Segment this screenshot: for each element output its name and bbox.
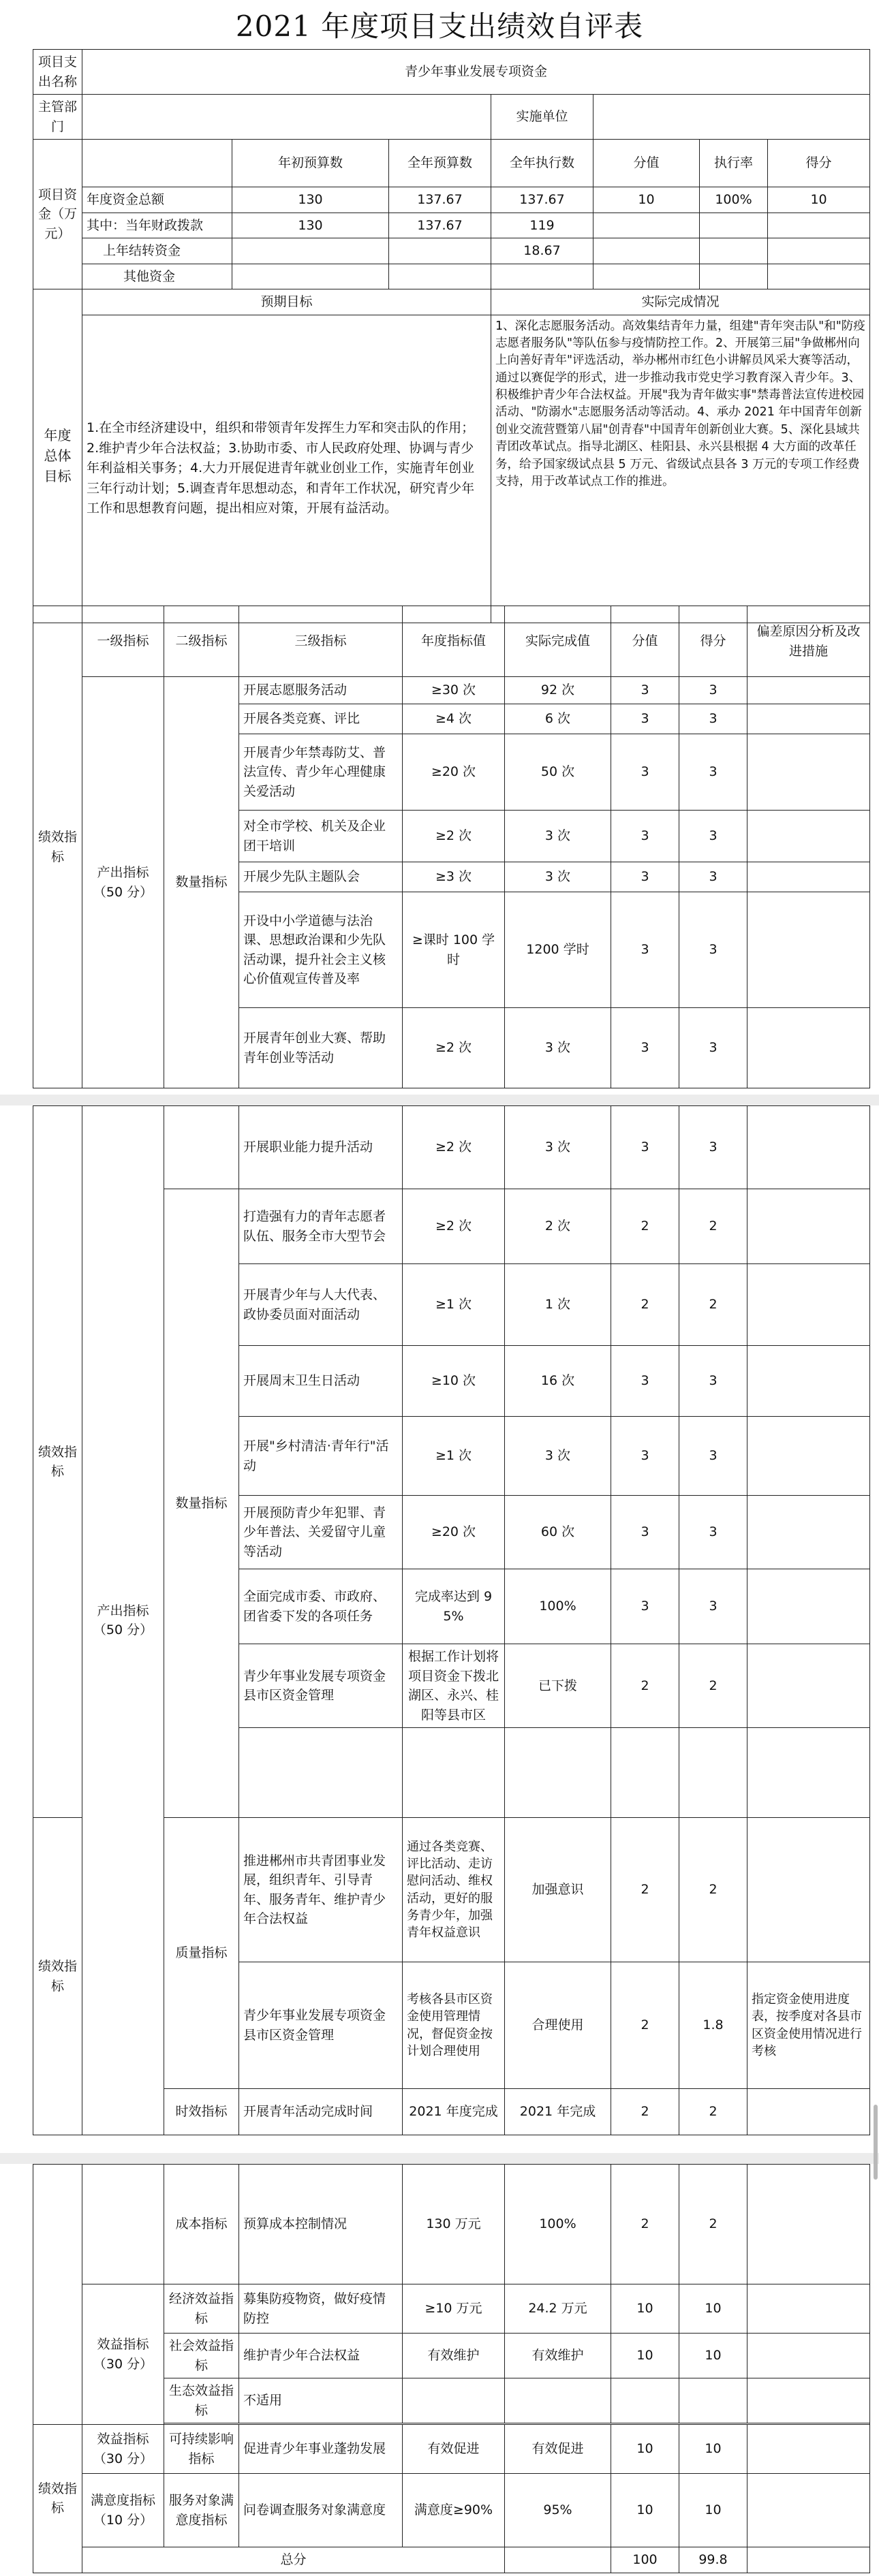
funds-header-score: 得分: [768, 140, 870, 187]
indicator-score: 2: [679, 1644, 747, 1728]
indicator-score: 3: [679, 1417, 747, 1496]
goals-actual-text: 1、深化志愿服务活动。高效集结青年力量，组建"青年突击队"和"防疫志愿者服务队"等队伍参与疫情防控工作。2、开展第三届"争做郴州向上向善好青年"评选活动，举办郴州市红色小讲解员风采大赛等活动，通过以赛促学的形式，进一步推动我市党史学习教育深入青少年。3、积极维护青少年合法权益。开展"我为青年做实事"禁毒普法宣传进校园活动、"防溺水"志愿服务活动等活动。4、承办 2021 年中国青年创新创业交流营暨第八届"创青春"中国青年创新创业大赛。5、深化县域共青团改革试点。指导北湖区、桂阳县、永兴县根据 4 大方面的改革任务，给予国家级试点县 5 万元、省级试点县各 3 万元的专项工作经费支持，用于改革试点工作的推进。: [491, 315, 870, 623]
quantity-indicator-label: 数量指标: [164, 1189, 239, 1818]
indicator-weight: 3: [611, 1417, 679, 1496]
indicator-target: ≥1 次: [403, 1264, 505, 1346]
indicator-score: 10: [679, 2284, 747, 2334]
funds-executed-cell: 137.67: [491, 187, 593, 213]
perf-header-score: 得分: [679, 606, 747, 677]
indicator-target: ≥30 次: [403, 677, 505, 704]
indicator-score: 3: [679, 811, 747, 862]
indicator-name: 青少年事业发展专项资金县市区资金管理: [239, 1644, 403, 1728]
indicator-actual: 50 次: [505, 734, 611, 811]
indicator-note: [747, 677, 870, 704]
indicator-name: 开展"乡村清洁·青年行"活动: [239, 1417, 403, 1496]
satisfaction-indicator-label: 满意度指标（10 分）: [82, 2474, 164, 2547]
indicator-weight: 3: [611, 811, 679, 862]
indicator-actual: 24.2 万元: [505, 2284, 611, 2334]
indicator-weight: 2: [611, 2165, 679, 2284]
indicator-target: ≥20 次: [403, 734, 505, 811]
indicator-note: [747, 1569, 870, 1644]
indicator-target: ≥2 次: [403, 1008, 505, 1088]
page-break: [0, 1095, 879, 1105]
indicator-name: 不适用: [239, 2378, 403, 2423]
indicator-score: 2: [679, 2165, 747, 2284]
indicator-score: 10: [679, 2334, 747, 2378]
indicator-score: 3: [679, 862, 747, 892]
funds-row-label: 其中：当年财政拨款: [82, 213, 232, 238]
indicator-weight: 2: [611, 1818, 679, 1962]
dept-label: 主管部门: [33, 95, 82, 140]
indicator-actual: 16 次: [505, 1346, 611, 1417]
indicator-score: 2: [679, 1189, 747, 1264]
indicator-note: [747, 811, 870, 862]
indicator-target: 满意度≥90%: [403, 2474, 505, 2547]
impl-value: [593, 95, 870, 140]
indicator-note: [747, 1106, 870, 1189]
indicator-name: 开展各类竞赛、评比: [239, 704, 403, 734]
indicator-note: [747, 2165, 870, 2284]
table-row: [33, 677, 870, 704]
indicator-name: 开展周末卫生日活动: [239, 1346, 403, 1417]
indicator-target: [403, 1728, 505, 1818]
indicator-name: 开展预防青少年犯罪、青少年普法、关爱留守儿童等活动: [239, 1496, 403, 1569]
indicator-actual: 1 次: [505, 1264, 611, 1346]
indicator-name: 募集防疫物资，做好疫情防控: [239, 2284, 403, 2334]
indicator-weight: 3: [611, 862, 679, 892]
indicator-target: ≥2 次: [403, 811, 505, 862]
indicator-actual: 3 次: [505, 1008, 611, 1088]
indicator-name: 预算成本控制情况: [239, 2165, 403, 2284]
indicator-name: 问卷调查服务对象满意度: [239, 2474, 403, 2547]
indicator-target: 根据工作计划将项目资金下拨北湖区、永兴、桂阳等县市区: [403, 1644, 505, 1728]
indicator-target: 有效维护: [403, 2334, 505, 2378]
social-indicator-label: 社会效益指标: [164, 2334, 239, 2378]
funds-executed-cell: 18.67: [491, 238, 593, 264]
indicator-actual: 合理使用: [505, 1962, 611, 2089]
page-title: 2021 年度项目支出绩效自评表: [235, 10, 644, 43]
indicator-note: [747, 1644, 870, 1728]
indicator-note: [747, 1728, 870, 1818]
indicator-name: 促进青少年事业蓬勃发展: [239, 2425, 403, 2474]
indicator-name: 开展职业能力提升活动: [239, 1106, 403, 1189]
indicator-note: [747, 1008, 870, 1088]
table-row: [33, 1106, 870, 1189]
indicator-actual: 3 次: [505, 862, 611, 892]
goals-label: 年度总体目标: [33, 289, 82, 623]
total-row: [33, 2547, 870, 2573]
indicator-score: 3: [679, 892, 747, 1008]
indicator-target: [403, 2378, 505, 2423]
indicator-weight: 3: [611, 1569, 679, 1644]
perf-section-label: 绩效指标: [33, 1106, 82, 1818]
perf-header-target: 年度指标值: [403, 606, 505, 677]
indicator-target: 2021 年度完成: [403, 2089, 505, 2135]
indicator-score: 2: [679, 1818, 747, 1962]
funds-header-initial: 年初预算数: [232, 140, 389, 187]
funds-weight-cell: [593, 213, 700, 238]
cost-indicator-label: 成本指标: [164, 2165, 239, 2284]
indicator-weight: 2: [611, 1962, 679, 2089]
table-row: [33, 2165, 870, 2284]
indicator-target: 完成率达到 95%: [403, 1569, 505, 1644]
indicator-actual: 加强意识: [505, 1818, 611, 1962]
output-indicator-label: 产出指标（50 分）: [82, 677, 164, 1088]
funds-executed-cell: [491, 264, 593, 289]
indicator-target: ≥1 次: [403, 1417, 505, 1496]
basic-info-table: [33, 49, 870, 623]
benefit-indicator-label: 效益指标（30 分）: [82, 2284, 164, 2425]
funds-initial-cell: [232, 264, 389, 289]
indicator-name: 对全市学校、机关及企业团干培训: [239, 811, 403, 862]
funds-score-cell: 10: [768, 187, 870, 213]
indicator-target: ≥2 次: [403, 1189, 505, 1264]
scrollbar-thumb[interactable]: [874, 2105, 878, 2180]
indicator-weight: 3: [611, 1496, 679, 1569]
funds-initial-cell: 130: [232, 187, 389, 213]
indicator-note: [747, 892, 870, 1008]
funds-initial-cell: [232, 238, 389, 264]
indicator-score: 3: [679, 734, 747, 811]
indicator-score: [679, 2378, 747, 2423]
timeliness-indicator-label: 时效指标: [164, 2089, 239, 2135]
indicator-weight: 3: [611, 677, 679, 704]
indicator-target: ≥课时 100 学时: [403, 892, 505, 1008]
indicator-weight: 3: [611, 892, 679, 1008]
indicator-score: 10: [679, 2474, 747, 2547]
indicator-name: 打造强有力的青年志愿者队伍、服务全市大型节会: [239, 1189, 403, 1264]
funds-row-fiscal: [33, 213, 870, 238]
funds-weight-cell: [593, 238, 700, 264]
indicator-note: [747, 2284, 870, 2334]
indicator-name: 全面完成市委、市政府、团省委下发的各项任务: [239, 1569, 403, 1644]
indicator-target: ≥20 次: [403, 1496, 505, 1569]
indicator-actual: 100%: [505, 1569, 611, 1644]
funds-weight-cell: [593, 264, 700, 289]
indicator-actual: 3 次: [505, 811, 611, 862]
indicator-note: [747, 1189, 870, 1264]
indicator-name: 维护青少年合法权益: [239, 2334, 403, 2378]
funds-executed-cell: 119: [491, 213, 593, 238]
total-weight: 100: [611, 2547, 679, 2573]
indicator-actual: 100%: [505, 2165, 611, 2284]
indicator-target: ≥4 次: [403, 704, 505, 734]
quantity-indicator-label: 数量指标: [164, 677, 239, 1088]
indicator-weight: 10: [611, 2334, 679, 2378]
indicator-weight: 3: [611, 1346, 679, 1417]
indicator-actual: [505, 2378, 611, 2423]
funds-annual-cell: [389, 238, 491, 264]
funds-row-label: 年度资金总额: [82, 187, 232, 213]
indicator-note: [747, 2334, 870, 2378]
indicator-weight: 3: [611, 704, 679, 734]
indicator-actual: 1200 学时: [505, 892, 611, 1008]
indicator-note: [747, 1818, 870, 1962]
table-row: [33, 2474, 870, 2547]
total-actual: [505, 2547, 611, 2573]
indicator-score: 1.8: [679, 1962, 747, 2089]
indicator-note: [747, 862, 870, 892]
perf-section-label: 绩效指标: [33, 2425, 82, 2573]
indicator-score: 3: [679, 1569, 747, 1644]
indicator-actual: 已下拨: [505, 1644, 611, 1728]
indicator-score: [679, 1728, 747, 1818]
indicator-actual: 有效维护: [505, 2334, 611, 2378]
indicator-note: [747, 2474, 870, 2547]
perf-header-level1: 一级指标: [82, 606, 164, 677]
indicator-score: 3: [679, 1106, 747, 1189]
indicator-note: [747, 1264, 870, 1346]
indicator-weight: 2: [611, 2089, 679, 2135]
total-label: 总分: [82, 2547, 505, 2573]
funds-label: 项目资金（万元）: [33, 140, 82, 289]
funds-header-executed: 全年执行数: [491, 140, 593, 187]
perf-table-part2: [33, 1105, 870, 2135]
indicator-actual: 2 次: [505, 1189, 611, 1264]
indicator-weight: 3: [611, 1106, 679, 1189]
indicator-name: [239, 1728, 403, 1818]
benefit-indicator-label: 效益指标（30 分）: [82, 2425, 164, 2474]
perf-header-weight: 分值: [611, 606, 679, 677]
indicator-score: 2: [679, 2089, 747, 2135]
perf-header-level3: 三级指标: [239, 606, 403, 677]
funds-initial-cell: 130: [232, 213, 389, 238]
indicator-note: [747, 704, 870, 734]
output-indicator-label: 产出指标（50 分）: [82, 1106, 164, 2135]
indicator-name: 开展少先队主题队会: [239, 862, 403, 892]
indicator-note: [747, 734, 870, 811]
indicator-actual: 3 次: [505, 1106, 611, 1189]
indicator-name: 推进郴州市共青团事业发展，组织青年、引导青年、服务青年、维护青少年合法权益: [239, 1818, 403, 1962]
indicator-name: 开展青少年禁毒防艾、普法宣传、青少年心理健康关爱活动: [239, 734, 403, 811]
indicator-weight: 2: [611, 1644, 679, 1728]
funds-row-label: 其他资金: [82, 264, 232, 289]
funds-row-carryover: [33, 238, 870, 264]
indicator-weight: 2: [611, 1264, 679, 1346]
indicator-weight: 10: [611, 2284, 679, 2334]
indicator-score: 3: [679, 704, 747, 734]
perf-table-part1: [33, 606, 870, 1088]
indicator-note: [747, 2378, 870, 2423]
indicator-actual: 有效促进: [505, 2425, 611, 2474]
indicator-actual: 95%: [505, 2474, 611, 2547]
funds-score-cell: [768, 264, 870, 289]
indicator-actual: 2021 年完成: [505, 2089, 611, 2135]
eco-indicator-label: 生态效益指标: [164, 2378, 239, 2423]
indicator-weight: 10: [611, 2425, 679, 2474]
indicator-target: 130 万元: [403, 2165, 505, 2284]
dept-value: [82, 95, 491, 140]
goals-expected-text: 1.在全市经济建设中，组织和带领青年发挥生力军和突击队的作用；2.维护青少年合法权益；3.协助市委、市人民政府处理、协调与青少年利益相关事务；4.大力开展促进青年就业创业工作，实施青年创业三年行动计划；5.调查青年思想动态，和青年工作状况，研究青少年工作和思想教育问题，提出相应对策，开展有益活动。: [82, 315, 491, 623]
funds-rate-cell: [700, 213, 768, 238]
funds-row-label: 上年结转资金: [82, 238, 232, 264]
indicator-target: 通过各类竞赛、评比活动、走访慰问活动、维权活动，更好的服务青少年，加强青年权益意识: [403, 1818, 505, 1962]
funds-rate-cell: [700, 238, 768, 264]
perf-header-level2: 二级指标: [164, 606, 239, 677]
indicator-actual: 60 次: [505, 1496, 611, 1569]
total-score: 99.8: [679, 2547, 747, 2573]
funds-annual-cell: 137.67: [389, 187, 491, 213]
goals-actual-header: 实际完成情况: [491, 289, 870, 315]
indicator-note: 指定资金使用进度表，按季度对各县市区资金使用情况进行考核: [747, 1962, 870, 2089]
sat-target-indicator-label: 服务对象满意度指标: [164, 2474, 239, 2547]
project-name-value: 青少年事业发展专项资金: [82, 50, 870, 95]
funds-header-annual: 全年预算数: [389, 140, 491, 187]
funds-row-other: [33, 264, 870, 289]
page-break: [0, 2153, 879, 2164]
indicator-name: 开展青年活动完成时间: [239, 2089, 403, 2135]
perf-section-label: 绩效指标: [33, 1818, 82, 2135]
indicator-actual: 6 次: [505, 704, 611, 734]
indicator-target: ≥10 次: [403, 1346, 505, 1417]
perf-header-actual: 实际完成值: [505, 606, 611, 677]
indicator-weight: 10: [611, 2474, 679, 2547]
funds-row-total: [33, 187, 870, 213]
total-note: [747, 2547, 870, 2573]
project-name-label: 项目支出名称: [33, 50, 82, 95]
indicator-actual: [505, 1728, 611, 1818]
perf-section-label: 绩效指标: [33, 606, 82, 1088]
indicator-weight: [611, 2378, 679, 2423]
table-row: [33, 2425, 870, 2474]
indicator-weight: 3: [611, 1008, 679, 1088]
indicator-score: 3: [679, 677, 747, 704]
funds-score-cell: [768, 213, 870, 238]
indicator-score: 3: [679, 1496, 747, 1569]
funds-weight-cell: 10: [593, 187, 700, 213]
quality-indicator-label: 质量指标: [164, 1818, 239, 2089]
indicator-score: 3: [679, 1346, 747, 1417]
impl-label: 实施单位: [491, 95, 593, 140]
indicator-target: ≥3 次: [403, 862, 505, 892]
funds-header-weight: 分值: [593, 140, 700, 187]
indicator-name: 开展青少年与人大代表、政协委员面对面活动: [239, 1264, 403, 1346]
indicator-weight: 3: [611, 734, 679, 811]
funds-rate-cell: [700, 264, 768, 289]
perf-header-note: 偏差原因分析及改进措施: [747, 606, 870, 677]
indicator-weight: 2: [611, 1189, 679, 1264]
indicator-actual: 92 次: [505, 677, 611, 704]
funds-rate-cell: 100%: [700, 187, 768, 213]
indicator-score: 2: [679, 1264, 747, 1346]
sustain-indicator-label: 可持续影响指标: [164, 2425, 239, 2474]
indicator-score: 3: [679, 1008, 747, 1088]
indicator-actual: 3 次: [505, 1417, 611, 1496]
indicator-target: ≥2 次: [403, 1106, 505, 1189]
indicator-target: 考核各县市区资金使用管理情况，督促资金按计划合理使用: [403, 1962, 505, 2089]
indicator-note: [747, 1417, 870, 1496]
indicator-note: [747, 2089, 870, 2135]
funds-annual-cell: 137.67: [389, 213, 491, 238]
economic-indicator-label: 经济效益指标: [164, 2284, 239, 2334]
indicator-name: 开展志愿服务活动: [239, 677, 403, 704]
indicator-score: 10: [679, 2425, 747, 2474]
indicator-target: 有效促进: [403, 2425, 505, 2474]
indicator-weight: [611, 1728, 679, 1818]
funds-score-cell: [768, 238, 870, 264]
goals-expected-header: 预期目标: [82, 289, 491, 315]
indicator-note: [747, 2425, 870, 2474]
perf-table-part3: [33, 2164, 870, 2573]
indicator-name: 开设中小学道德与法治课、思想政治课和少先队活动课，提升社会主义核心价值观宣传普及率: [239, 892, 403, 1008]
indicator-name: 开展青年创业大赛、帮助青年创业等活动: [239, 1008, 403, 1088]
indicator-note: [747, 1496, 870, 1569]
indicator-name: 青少年事业发展专项资金县市区资金管理: [239, 1962, 403, 2089]
table-row: [33, 2284, 870, 2334]
funds-annual-cell: [389, 264, 491, 289]
indicator-note: [747, 1346, 870, 1417]
funds-header-rate: 执行率: [700, 140, 768, 187]
indicator-target: ≥10 万元: [403, 2284, 505, 2334]
